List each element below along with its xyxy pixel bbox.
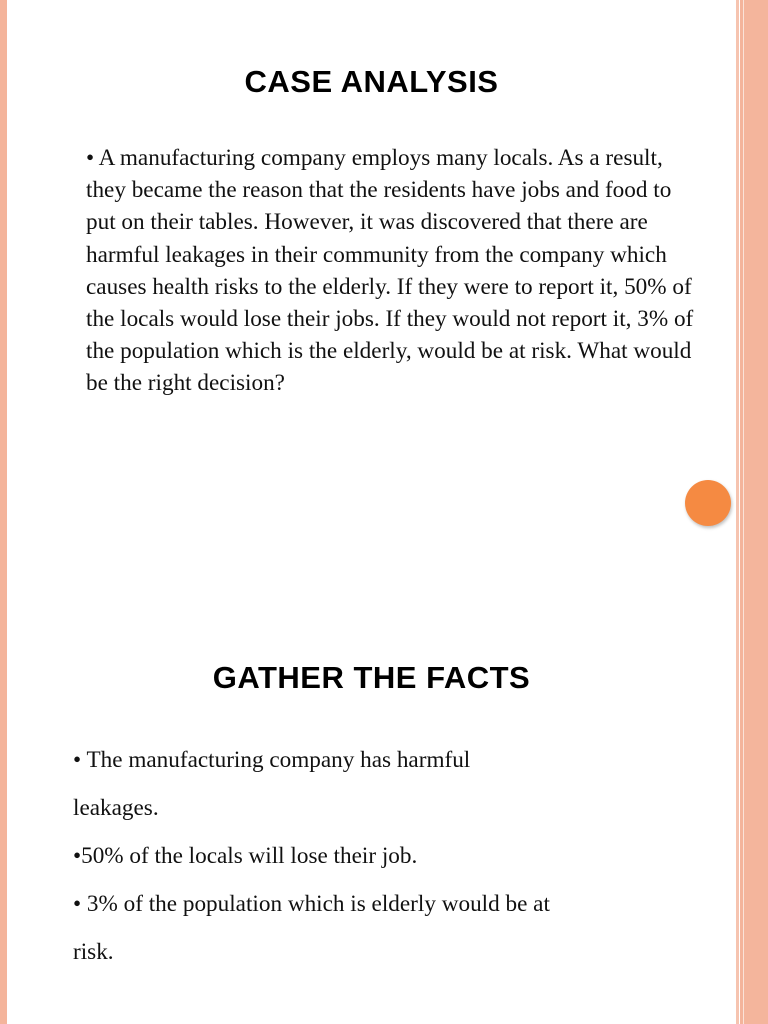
facts-list bbox=[73, 736, 653, 976]
list-item: •50% of the locals will lose their job. bbox=[73, 843, 418, 869]
orange-circle-decoration-icon bbox=[685, 480, 731, 526]
left-border-stripe bbox=[0, 0, 7, 576]
slide-gather-the-facts bbox=[0, 576, 768, 1024]
right-border-band bbox=[736, 0, 768, 576]
list-item: leakages. bbox=[73, 795, 159, 821]
slide-title: GATHER THE FACTS bbox=[212, 660, 531, 695]
right-border-band bbox=[736, 576, 768, 1024]
list-item: • 3% of the population which is elderly would be at bbox=[73, 891, 550, 917]
case-description: • A manufacturing company employs many locals. As a result, they became the reason that the residents have jobs and food to put on their tables. However, it was discovered that there are harmful leakages in their community from the company which causes health risks to the elderly. If they were to report it, 50% of the locals would lose their jobs. If they would not report it, 3% of the population which is the elderly, would be at risk. What would be the right decision? bbox=[86, 145, 694, 397]
list-item: risk. bbox=[73, 939, 114, 965]
left-border-stripe bbox=[0, 576, 7, 1024]
list-item: • The manufacturing company has harmful bbox=[73, 747, 471, 773]
slide-title: CASE ANALYSIS bbox=[244, 64, 499, 99]
